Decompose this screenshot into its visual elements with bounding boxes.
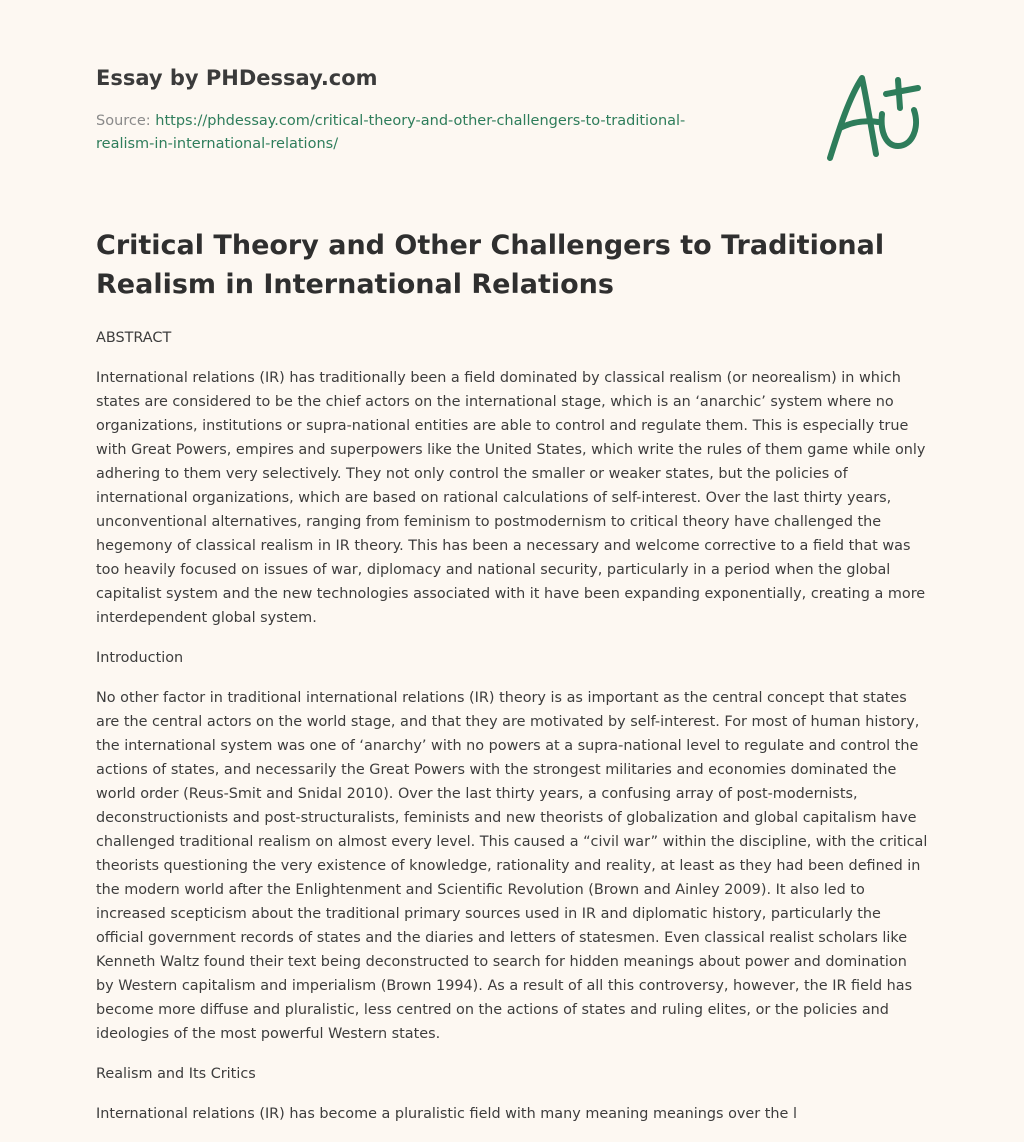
section-heading-introduction: Introduction [96, 650, 184, 666]
section-heading-realism: Realism and Its Critics [96, 1066, 256, 1082]
introduction-paragraph: No other factor in traditional international relations (IR) theory is as important as the central concept that states are the central actors on the world stage, and that they are motivated by self-interest. For most of human history, the international system was one of ‘anarchy’ with no powers at a supra-national level to regulate and control the actions of states, and necessarily the Great Powers with the strongest militaries and economies dominated the world order (Reus-Smit and Snidal 2010). Over the last thirty years, a confusing array of post-modernists, deconstructionists and post-structuralists, feminists and new theorists of globalization and global capitalism have challenged traditional realism on almost every level. This caused a “civil war” within the discipline, with the critical theorists questioning the very existence of knowledge, rationality and reality, at least as they had been defined in the modern world after the Enlightenment and Scientific Revolution (Brown and Ainley 2009). It also led to increased scepticism about the traditional primary sources used in IR and diplomatic history, particularly the official government records of states and the diaries and letters of statesmen. Even classical realist scholars like Kenneth Waltz found their text being deconstructed to search for hidden meanings about power and domination by Western capitalism and imperialism (Brown 1994). As a result of all this controversy, however, the IR field has become more diffuse and pluralistic, less centred on the actions of states and ruling elites, or the policies and ideologies of the most powerful Western states. [96, 690, 928, 1042]
abstract-paragraph: International relations (IR) has traditionally been a field dominated by classical realism (or neorealism) in which states are considered to be the chief actors on the international stage, which is an ‘anarchic’ system where no organizations, institutions or supra-national entities are able to control and regulate them. This is especially true with Great Powers, empires and superpowers like the United States, which write the rules of them game while only adhering to them very selectively. They not only control the smaller or weaker states, but the policies of international organizations, which are based on rational calculations of self-interest. Over the last thirty years, unconventional alternatives, ranging from feminism to postmodernism to critical theory have challenged the hegemony of classical realism in IR theory. This has been a necessary and welcome corrective to a field that was too heavily focused on issues of war, diplomacy and national security, particularly in a period when the global capitalist system and the new technologies associated with it have been expanding exponentially, creating a more interdependent global system. [96, 370, 926, 626]
source-line [96, 110, 756, 156]
source-link[interactable] [96, 113, 685, 152]
section-heading-abstract: ABSTRACT [96, 330, 172, 346]
essay-header [96, 62, 756, 156]
a-plus-logo-icon [820, 66, 930, 166]
essay-title: Critical Theory and Other Challengers to Traditional Realism in International Relations [96, 230, 885, 300]
essay-body [96, 326, 928, 1142]
source-label: Source: [96, 113, 151, 129]
source-link-line-1[interactable]: https://phdessay.com/critical-theory-and-other-challengers-to-traditional- [155, 113, 686, 129]
realism-paragraph: International relations (IR) has become a pluralistic field with many meaning meanings over the l [96, 1106, 797, 1122]
site-brand: Essay by PHDessay.com [96, 66, 378, 90]
source-link-line-2[interactable]: realism-in-international-relations/ [96, 136, 339, 152]
